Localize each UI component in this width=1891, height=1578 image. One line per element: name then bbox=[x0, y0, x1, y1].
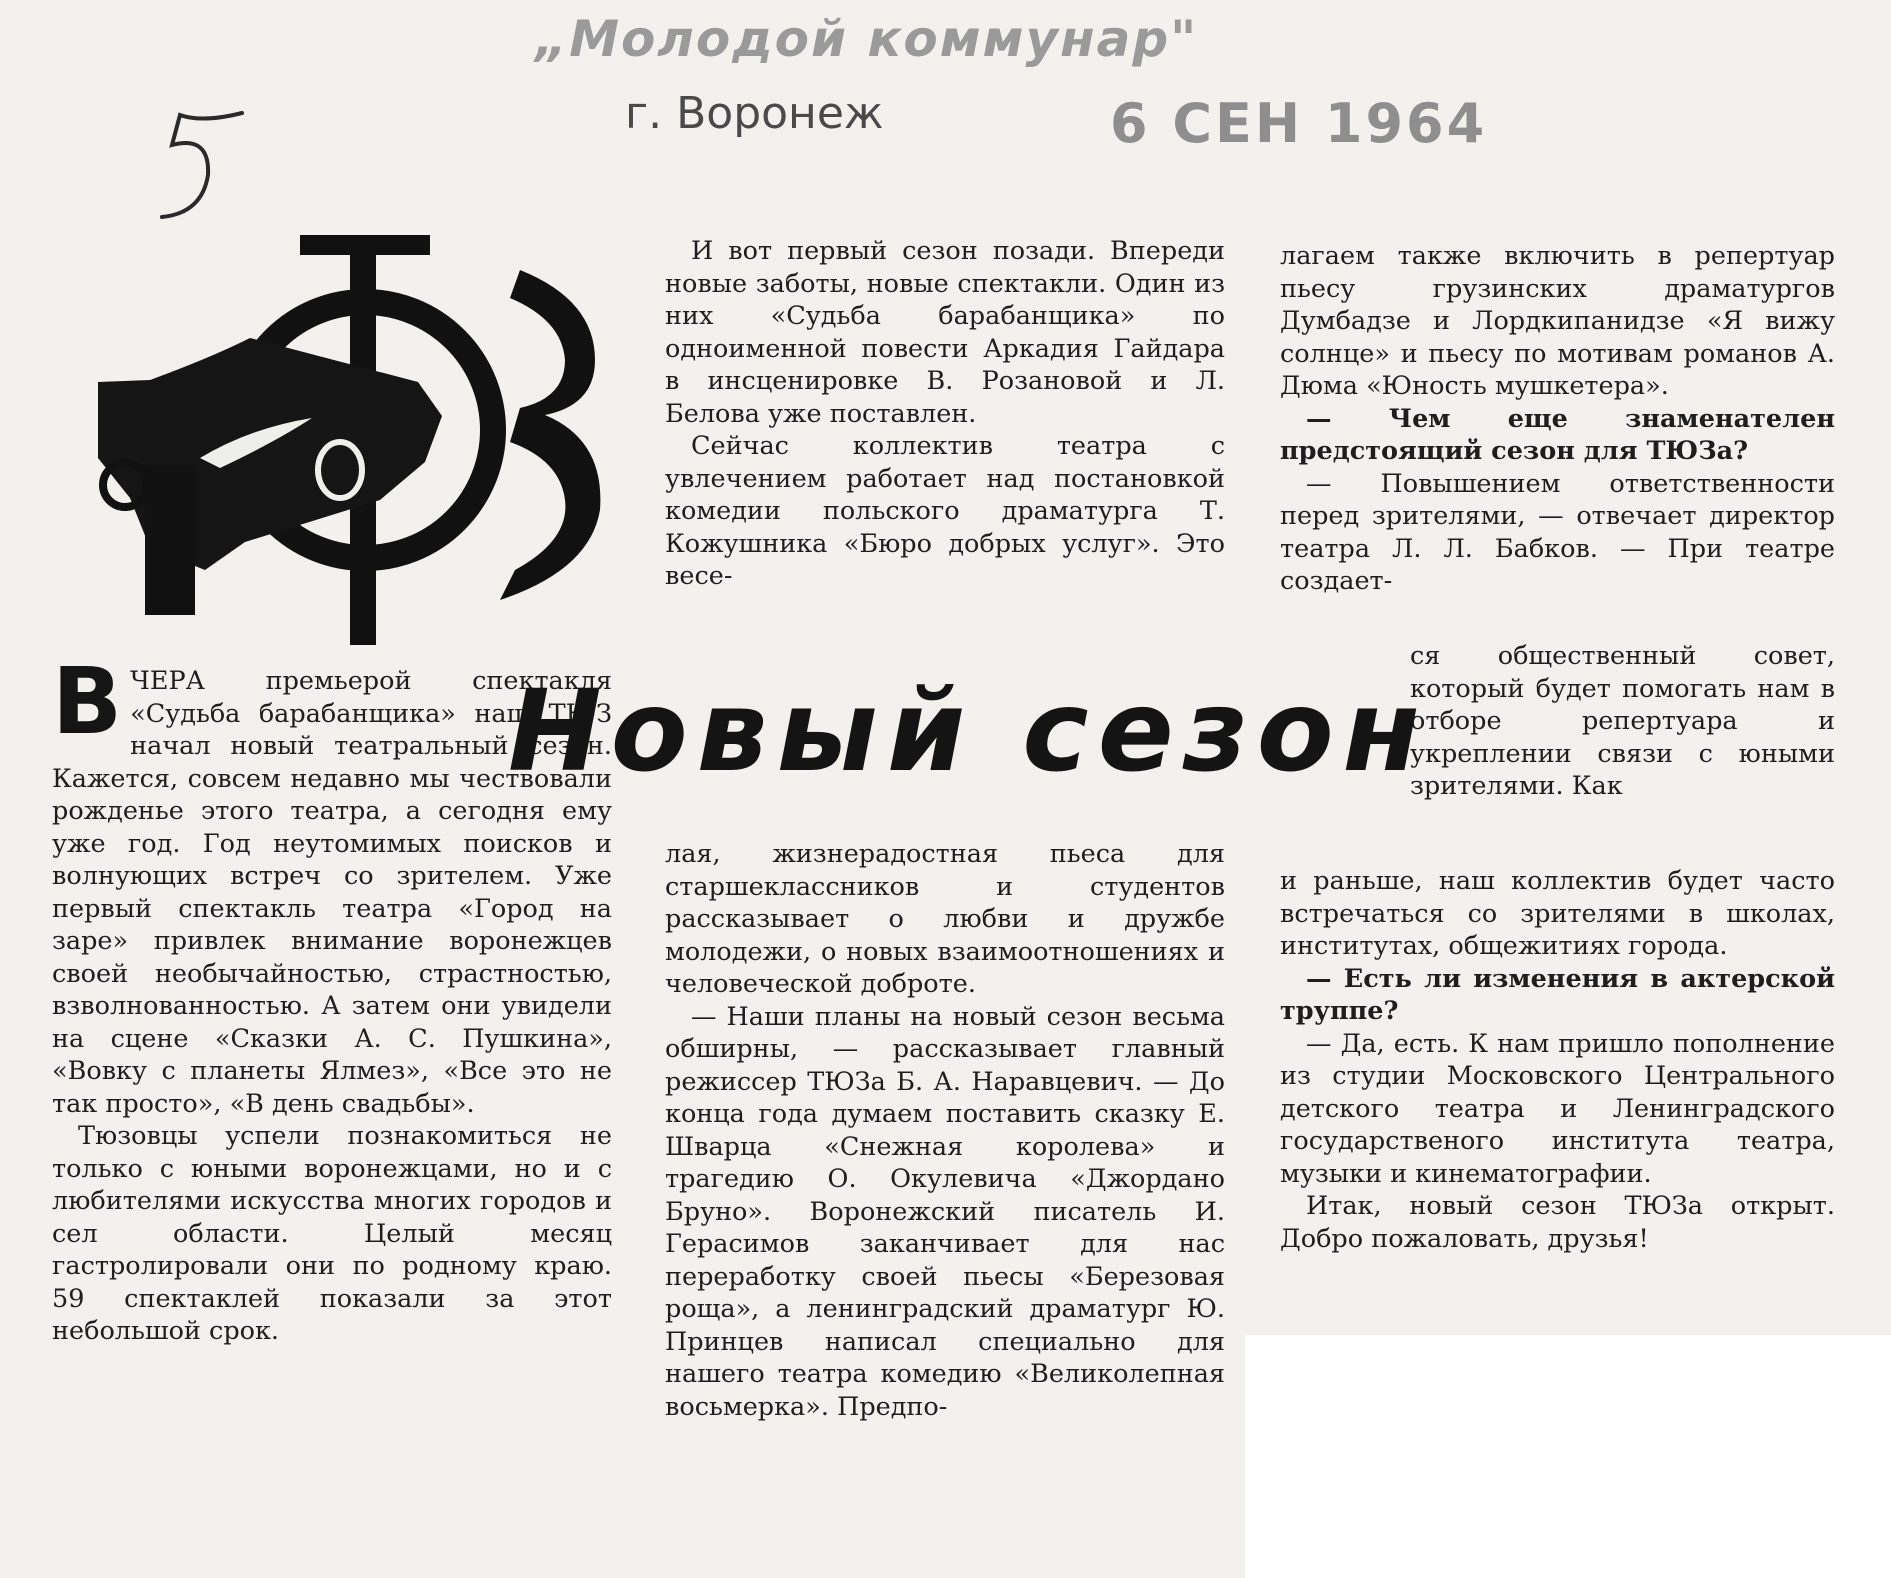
article-headline: Новый сезон bbox=[508, 667, 1430, 797]
article-paragraph: Сейчас коллектив театра с увлечением работает над постановкой комедии польского драматурга Т. Кожушника «Бюро добрых услуг». Это весе- bbox=[665, 431, 1225, 591]
article-column-2-top bbox=[665, 235, 1225, 593]
article-paragraph: Итак, новый сезон ТЮЗа открыт. Добро пожаловать, друзья! bbox=[1280, 1191, 1835, 1254]
newspaper-stamp: „Молодой коммунар" bbox=[535, 10, 1199, 68]
article-column-2-bottom bbox=[665, 838, 1225, 1423]
article-paragraph: — Повышением ответственности перед зрителями, — отвечает директор театра Л. Л. Бабков. — При театре создает- bbox=[1280, 468, 1835, 596]
article-column-3-middle bbox=[1410, 640, 1835, 803]
interview-question: — Чем еще знаменателен предстоящий сезон для ТЮЗа? bbox=[1280, 403, 1835, 466]
article-column-3-top bbox=[1280, 240, 1835, 598]
article-paragraph: ся общественный совет, который будет помогать нам в отборе репертуара и укреплении связи с юными зрителями. Как bbox=[1410, 641, 1835, 801]
article-paragraph: лая, жизнерадостная пьеса для старшеклассников и студентов рассказывает о любви и дружбе молодежи, о новых взаимоотношениях и человеческой доброте. bbox=[665, 839, 1225, 999]
interview-question: — Есть ли изменения в актерской труппе? bbox=[1280, 963, 1835, 1026]
article-paragraph: ЧЕРА премьерой спектакля «Судьба барабанщика» наш ТЮЗ начал новый театральный сезон. Кажется, совсем недавно мы чествовали рожденье этого театра, а сегодня ему уже год. Год неутомимых поисков и волнующих встреч со зрителем. Уже первый спектакль театра «Город на заре» привлек внимание воронежцев своей необычайностью, страстностью, взволнованностью. А затем они увидели на сцене «Сказки А. С. Пушкина», «Вовку с планеты Ялмез», «Все это не так просто», «В день свадьбы». bbox=[52, 666, 612, 1119]
city-stamp: г. Воронеж bbox=[625, 88, 884, 139]
article-paragraph: — Наши планы на новый сезон весьма обширны, — рассказывает главный режиссер ТЮЗа Б. А. Наравцевич. — До конца года думаем поставить сказку Е. Шварца «Снежная королева» и трагедию О. Окулевича «Джордано Бруно». Воронежский писатель И. Герасимов заканчивает для нас переработку своей пьесы «Березовая роща», а ленинградский драматург Ю. Принцев написал специально для нашего театра комедию «Великолепная восьмерка». Предпо- bbox=[665, 1001, 1225, 1422]
article-paragraph: И вот первый сезон позади. Впереди новые заботы, новые спектакли. Один из них «Судьба барабанщика» по одноименной повести Аркадия Гайдара в инсценировке В. Розановой и Л. Белова уже поставлен. bbox=[665, 236, 1225, 429]
blank-margin bbox=[1245, 1335, 1891, 1578]
article-paragraph: — Да, есть. К нам пришло пополнение из студии Московского Центрального детского театра и Ленинградского государственого института театра, музыки и кинематографии. bbox=[1280, 1028, 1835, 1189]
dropcap-letter: В bbox=[52, 648, 123, 755]
tyuz-logo-icon bbox=[50, 230, 610, 660]
article-paragraph: лагаем также включить в репертуар пьесу грузинских драматургов Думбадзе и Лордкипанидзе «Я вижу солнце» и пьесу по мотивам романов А. Дюма «Юность мушкетера». bbox=[1280, 241, 1835, 401]
article-paragraph: Тюзовцы успели познакомиться не только с юными воронежцами, но и с любителями искусства многих городов и сел области. Целый месяц гастролировали они по родному краю. 59 спектаклей показали за этот небольшой срок. bbox=[52, 1121, 612, 1346]
date-stamp: 6 СЕН 1964 bbox=[1110, 92, 1488, 155]
handwritten-number-mark bbox=[150, 105, 270, 225]
article-column-3-bottom bbox=[1280, 865, 1835, 1255]
article-paragraph: и раньше, наш коллектив будет часто встречаться со зрителями в школах, институтах, общежитиях города. bbox=[1280, 866, 1835, 961]
